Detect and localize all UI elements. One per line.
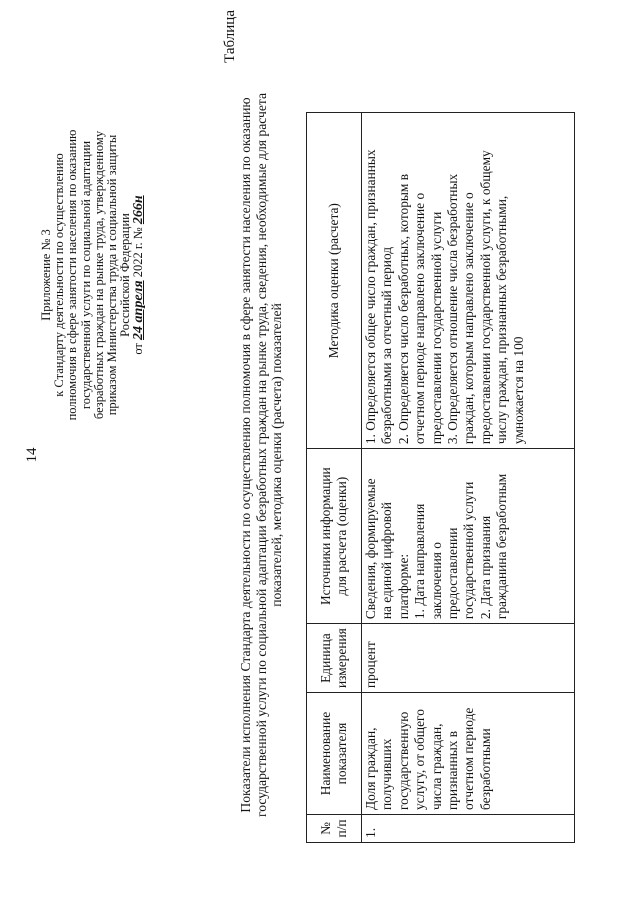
header-unit: [307, 624, 362, 693]
cell-line: умножается на 100: [510, 336, 526, 445]
cell-line: отчетном периоде направлено заключение о: [412, 192, 428, 445]
title-line: показателей, методика оценки (расчета) показателей: [269, 303, 284, 607]
table-label: Таблица: [222, 10, 238, 63]
cell-line: граждан, которым направлено заключение о: [461, 192, 477, 445]
cell-line: государственную: [395, 711, 411, 810]
appendix-line: государственной услуги по социальной адаптации: [78, 140, 93, 410]
cell-line: числа граждан,: [428, 723, 444, 810]
appendix-line: Российской Федерации: [118, 213, 133, 337]
page-number: 14: [24, 447, 40, 463]
cell-line: 2. Определяется число безработных, которым в: [395, 173, 411, 445]
cell-line: Методика оценки (расчета): [325, 203, 341, 359]
cell-name: [362, 693, 575, 815]
appendix-line: безработных граждан на рынке труда, утвержденному: [91, 130, 106, 420]
header-name: [307, 693, 362, 815]
cell-line: отчетном периоде: [461, 707, 477, 810]
cell-line: 1. Определяется общее число граждан, признанных: [363, 149, 378, 445]
header-method: [307, 113, 362, 449]
appendix-date-line: [132, 65, 145, 485]
document-title: [238, 65, 285, 845]
appendix-header: [40, 65, 146, 485]
indicators-table: [306, 112, 575, 843]
appendix-line: Приложение № 3: [39, 229, 53, 321]
title-line: Показатели исполнения Стандарта деятельности по осуществлению полномочия в сфере занятости населения по оказанию: [238, 97, 253, 813]
cell-line: на единой цифровой: [379, 502, 395, 620]
cell-line: показателя: [334, 722, 349, 785]
cell-line: предоставлении государственной услуги, к общему: [477, 150, 493, 445]
appendix-line: полномочия в сфере занятости населения по оказанию: [65, 129, 80, 421]
header-num: [307, 815, 362, 843]
cell-line: Источники информации: [317, 467, 333, 606]
cell-line: получивших: [379, 738, 395, 810]
cell-line: платформе:: [395, 553, 411, 620]
cell-line: предоставлении: [445, 527, 461, 620]
cell-line: безработными за отчетный период: [379, 246, 395, 445]
cell-line: п/п: [334, 819, 349, 838]
cell-line: для расчета (оценки): [334, 476, 349, 596]
cell-line: №: [317, 822, 333, 835]
cell-line: предоставлении государственной услуги: [428, 211, 444, 445]
date-middle: 2022 г. №: [131, 224, 146, 281]
number-handwritten: 266н: [131, 195, 147, 225]
cell-line: безработными: [477, 728, 493, 810]
table-header-row: [307, 113, 362, 843]
cell-line: 2. Дата признания: [477, 515, 493, 620]
cell-unit: [362, 624, 575, 693]
cell-line: числу граждан, признанных безработными,: [494, 195, 510, 445]
appendix-line: к Стандарту деятельности по осуществлению: [52, 153, 67, 397]
cell-line: услугу, от общего: [412, 709, 428, 810]
cell-line: гражданина безработным: [494, 473, 510, 620]
cell-source: [362, 449, 575, 624]
cell-line: процент: [363, 641, 378, 688]
appendix-line: приказом Министерства труда и социальной защиты: [105, 134, 120, 416]
cell-line: заключения о: [428, 542, 444, 620]
header-source: [307, 449, 362, 624]
cell-line: 3. Определяется отношение числа безработных: [445, 173, 461, 445]
cell-line: измерения: [334, 628, 349, 688]
table-row: [362, 113, 575, 843]
cell-num: 1.: [362, 815, 575, 843]
date-handwritten: 24 апреля: [131, 280, 147, 340]
date-prefix: от: [131, 339, 146, 355]
cell-line: Сведения, формируемые: [363, 478, 378, 620]
cell-method: [362, 113, 575, 449]
cell-line: Наименование: [317, 711, 333, 796]
cell-line: государственной услуги: [461, 481, 477, 620]
title-line: государственной услуги по социальной адаптации безработных граждан на рынке труда, сведения, необходимые для расчета: [253, 92, 269, 818]
cell-line: Единица: [317, 633, 333, 683]
cell-line: признанных в: [445, 730, 461, 810]
cell-line: Доля граждан,: [363, 727, 378, 810]
cell-line: 1. Дата направления: [412, 503, 428, 620]
